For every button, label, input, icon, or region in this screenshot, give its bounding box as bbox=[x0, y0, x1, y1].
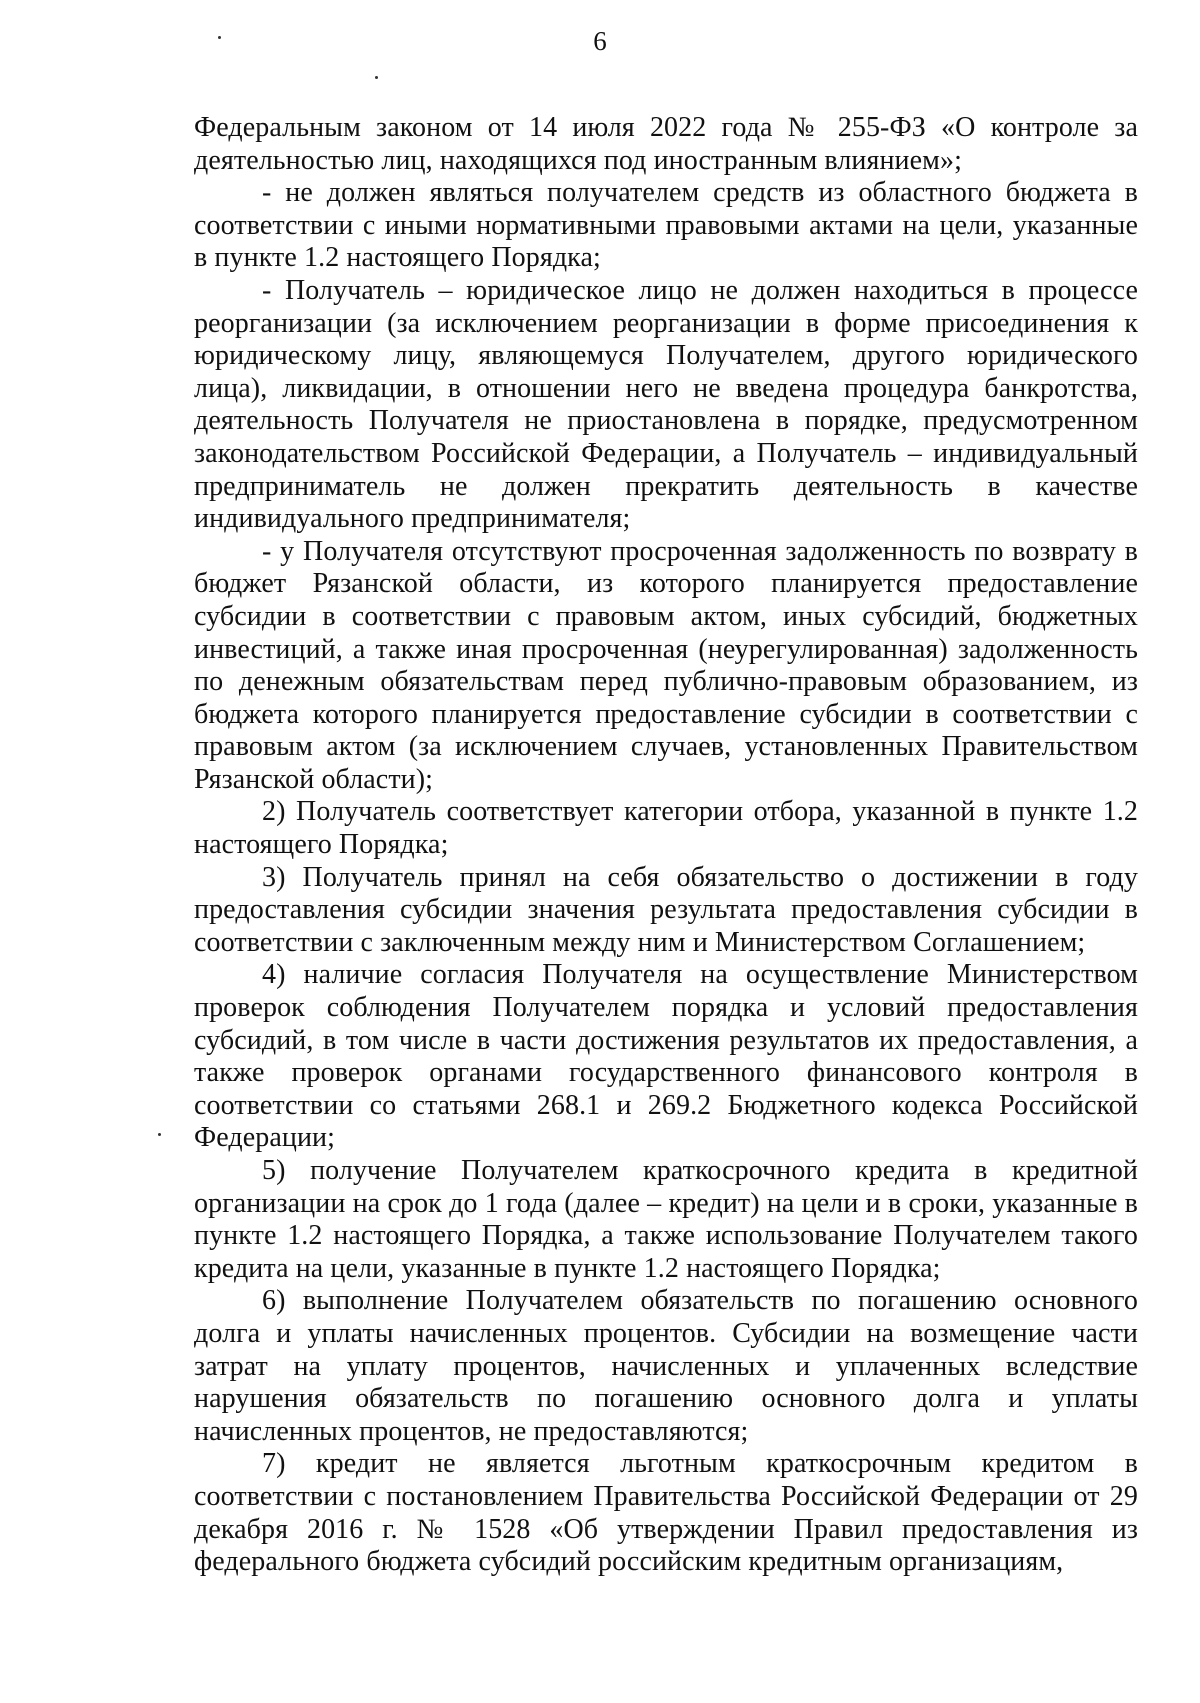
paragraph-item-7: 7) кредит не является льготным краткосрочным кредитом в соответствии с постановлением Правительства Российской Федерации от 29 декабря 2016 г. № 1528 «Об утверждении Правил предоставления из федерального бюджета субсидий российским кредитным организациям, bbox=[194, 1448, 1138, 1578]
paragraph-continuation: Федеральным законом от 14 июля 2022 года № 255-ФЗ «О контроле за деятельностью лиц, находящихся под иностранным влиянием»; bbox=[194, 112, 1138, 176]
paragraph-item-6: 6) выполнение Получателем обязательств по погашению основного долга и уплаты начисленных процентов. Субсидии на возмещение части затрат на уплату процентов, начисленных и уплаченных вследствие нарушения обязательств по погашению основного долга и уплаты начисленных процентов, не предоставляются; bbox=[194, 1285, 1138, 1447]
paragraph-overdue-debt: - у Получателя отсутствуют просроченная задолженность по возврату в бюджет Рязанской области, из которого планируется предоставление субсидии в соответствии с правовым актом, иных субсидий, бюджетных инвестиций, а также иная просроченная (неурегулированная) задолженность по денежным обязательствам перед публично-правовым образованием, из бюджета которого планируется предоставление субсидии в соответствии с правовым актом (за исключением случаев, установленных Правительством Рязанской области); bbox=[194, 535, 1138, 795]
paragraph-item-2: 2) Получатель соответствует категории отбора, указанной в пункте 1.2 настоящего Порядка; bbox=[194, 796, 1138, 861]
paragraph-reorganization: - Получатель – юридическое лицо не должен находиться в процессе реорганизации (за исключением реорганизации в форме присоединения к юридическому лицу, являющемуся Получателем, другого юридического лица), ликвидации, в отношении него не введена процедура банкротства, деятельность Получателя не приостановлена в порядке, предусмотренном законодательством Российской Федерации, а Получатель – индивидуальный предприниматель не должен прекратить деятельность в качестве индивидуального предпринимателя; bbox=[194, 274, 1138, 535]
paragraph-item-5: 5) получение Получателем краткосрочного кредита в кредитной организации на срок до 1 года (далее – кредит) на цели и в сроки, указанные в пункте 1.2 настоящего Порядка, а также использование Получателем такого кредита на цели, указанные в пункте 1.2 настоящего Порядка; bbox=[194, 1155, 1138, 1284]
scan-speck bbox=[375, 76, 378, 79]
paragraph-budget-recipient: - не должен являться получателем средств из областного бюджета в соответствии с иными нормативными правовыми актами на цели, указанные в пункте 1.2 настоящего Порядка; bbox=[194, 177, 1138, 274]
paragraph-item-3: 3) Получатель принял на себя обязательство о достижении в году предоставления субсидии значения результата предоставления субсидии в соответствии с заключенным между ним и Министерством Соглашением; bbox=[194, 861, 1138, 958]
scan-speck bbox=[158, 1133, 161, 1136]
document-body bbox=[194, 112, 1138, 1579]
paragraph-item-4: 4) наличие согласия Получателя на осуществление Министерством проверок соблюдения Получателем порядка и условий предоставления субсидий, в том числе в части достижения результатов их предоставления, а также проверок органами государственного финансового контроля в соответствии со статьями 268.1 и 269.2 Бюджетного кодекса Российской Федерации; bbox=[194, 959, 1138, 1154]
scan-speck bbox=[218, 36, 221, 39]
page-number: 6 bbox=[593, 26, 607, 56]
